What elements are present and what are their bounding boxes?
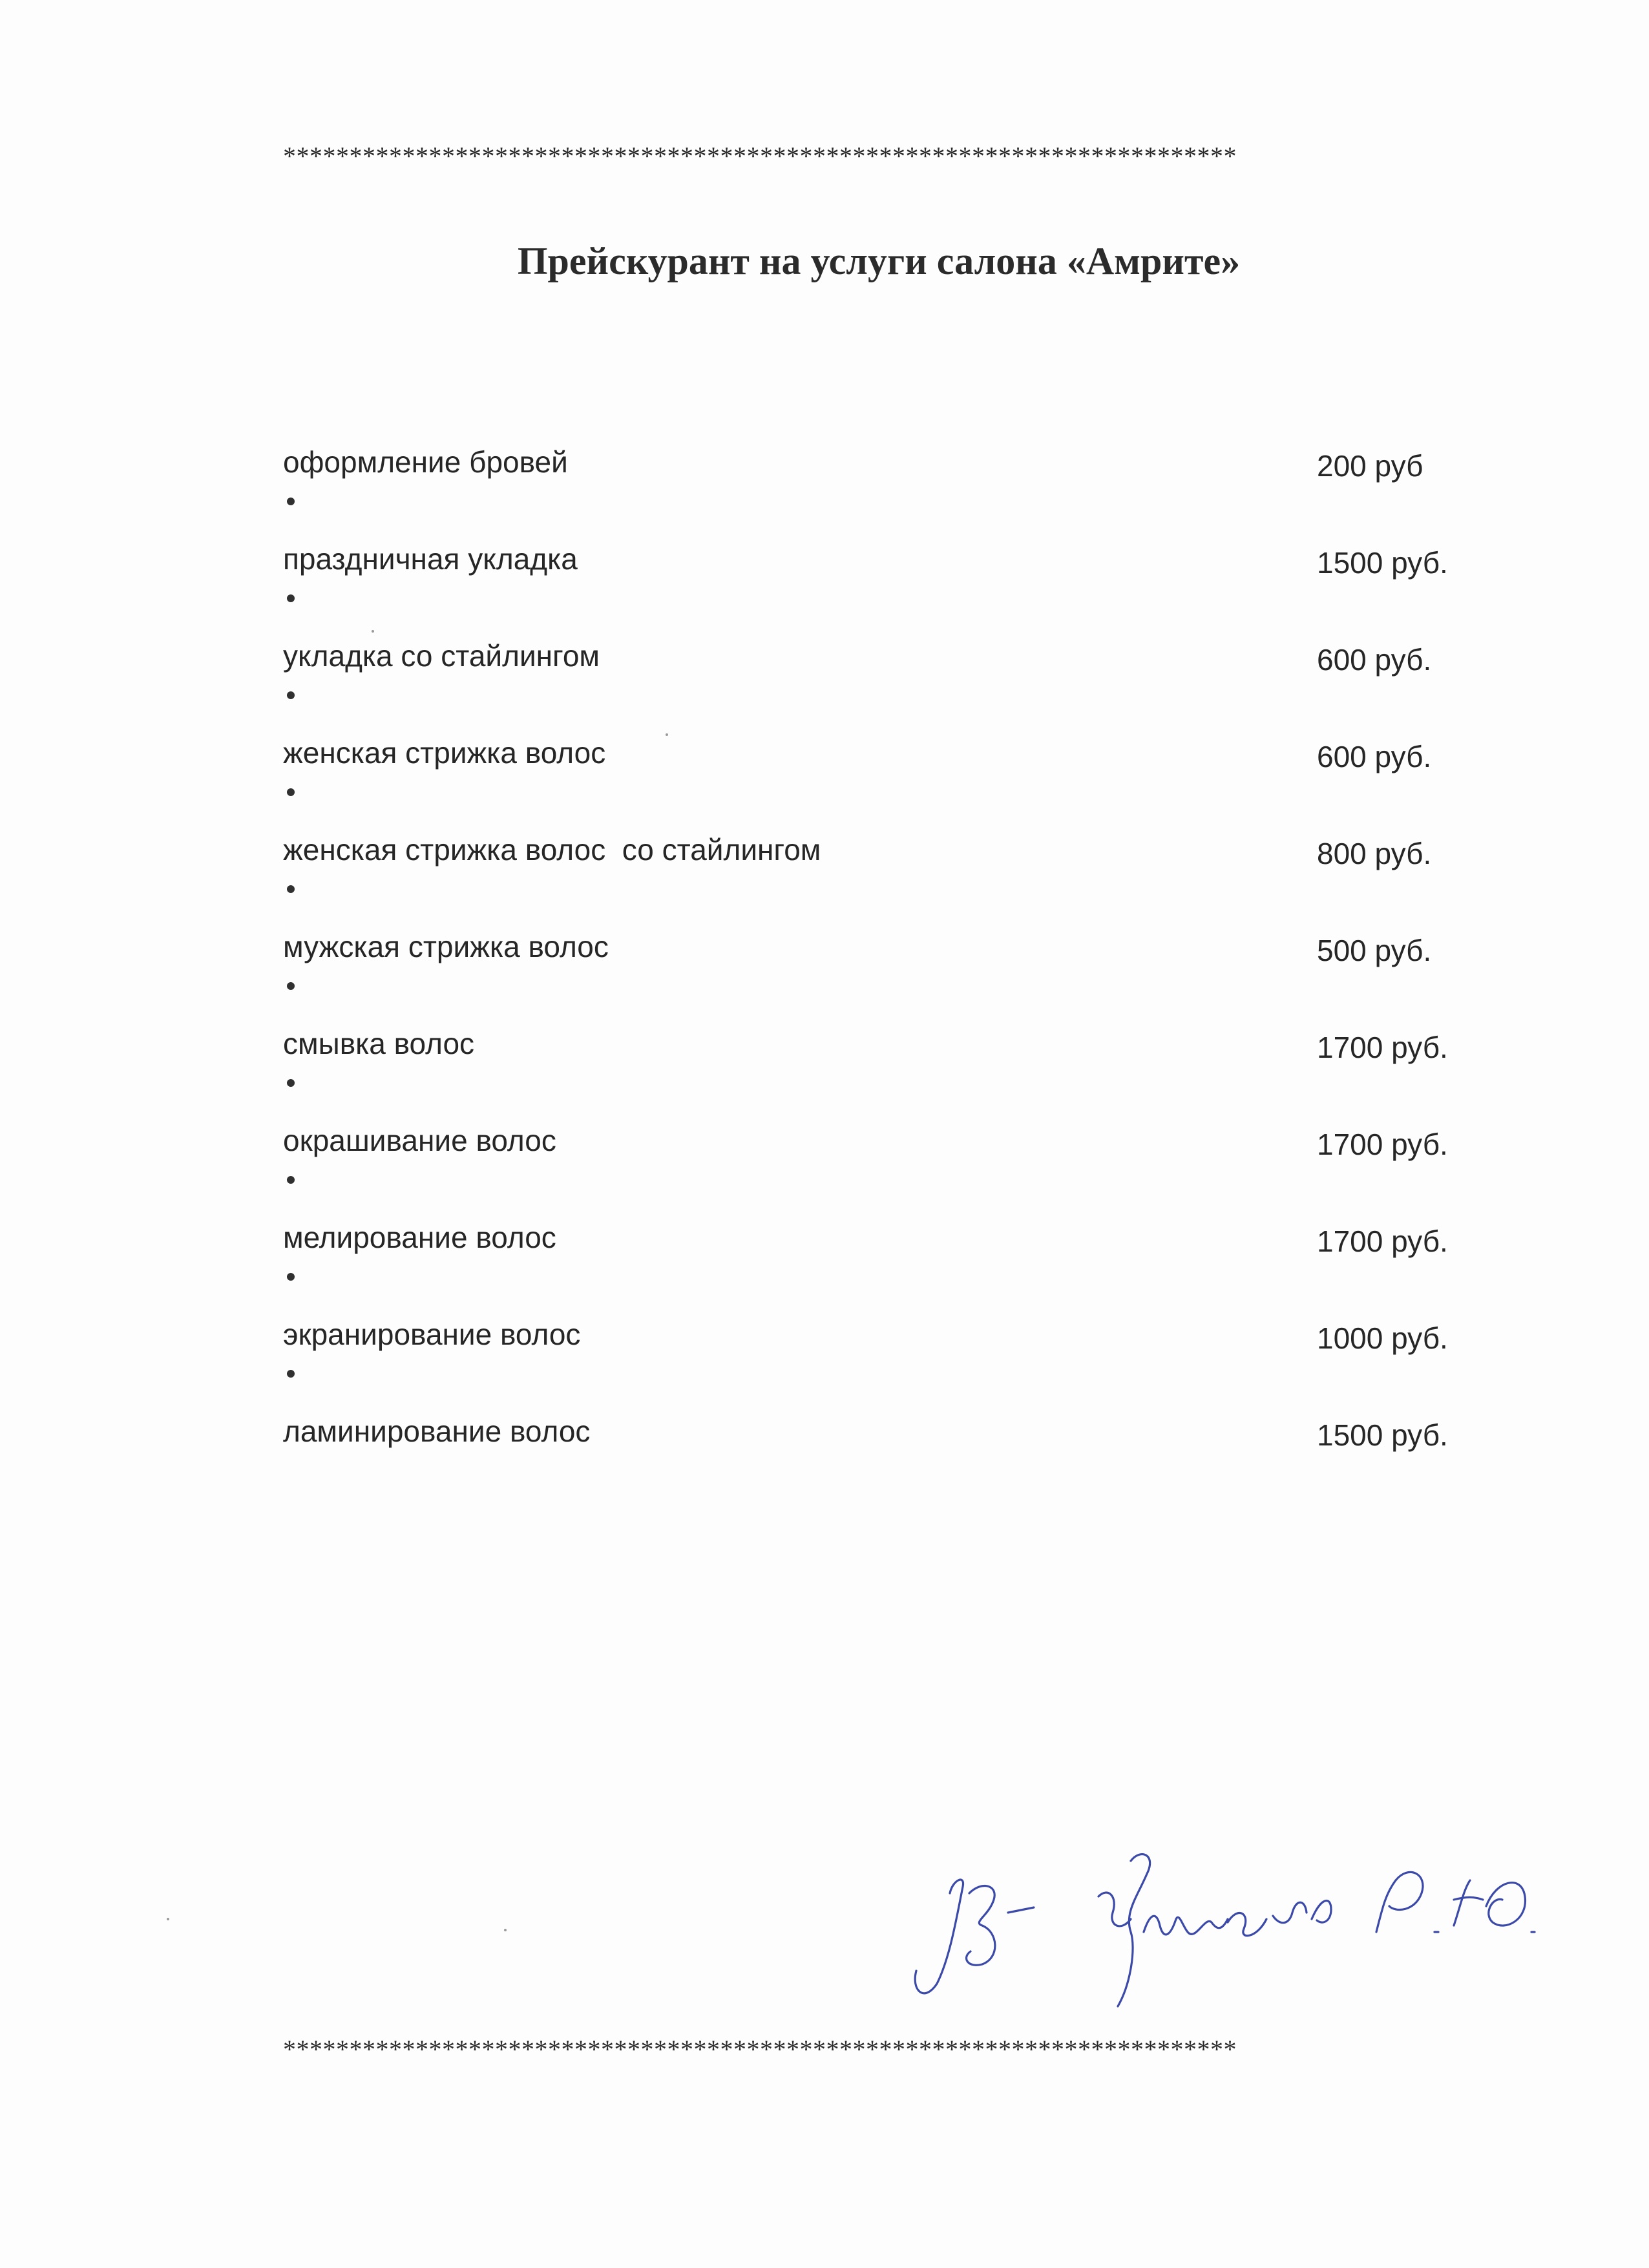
list-item [283, 1220, 1498, 1317]
service-price: 600 руб. [1317, 740, 1432, 773]
service-price: 800 руб. [1317, 837, 1432, 870]
bullet-icon [287, 982, 295, 990]
bullet-icon [287, 594, 295, 602]
document-title: Прейскурант на услуги салона «Амрите» [517, 240, 1241, 282]
service-price: 1700 руб. [1317, 1128, 1448, 1161]
bullet-icon [287, 788, 295, 796]
service-name: экранирование волос [283, 1318, 581, 1351]
list-item [283, 1123, 1498, 1220]
service-name: женская стрижка волос [283, 736, 606, 770]
service-name: мелирование волос [283, 1221, 556, 1254]
list-item [283, 929, 1498, 1026]
list-item [283, 445, 1498, 541]
service-name: мужская стрижка волос [283, 930, 609, 963]
bullet-icon [287, 1176, 295, 1184]
handwritten-signature [885, 1835, 1570, 2022]
list-item [283, 735, 1498, 832]
list-item [283, 832, 1498, 929]
service-name: ламинирование волос [283, 1414, 591, 1448]
service-name: укладка со стайлингом [283, 639, 600, 673]
service-price: 1000 руб. [1317, 1321, 1448, 1355]
list-item [283, 541, 1498, 638]
service-name: смывка волос [283, 1027, 475, 1060]
scan-speck [372, 630, 374, 633]
bottom-star-divider: ************************************************************************ [283, 2035, 1237, 2064]
bullet-icon [287, 885, 295, 893]
service-price: 500 руб. [1317, 934, 1432, 967]
service-name: окрашивание волос [283, 1124, 556, 1157]
service-price: 600 руб. [1317, 643, 1432, 677]
service-price: 1500 руб. [1317, 546, 1448, 580]
bullet-icon [287, 691, 295, 699]
service-price: 1700 руб. [1317, 1224, 1448, 1258]
list-item [283, 1414, 1498, 1511]
service-price: 1500 руб. [1317, 1418, 1448, 1452]
bullet-icon [287, 1370, 295, 1378]
service-name: женская стрижка волос со стайлингом [283, 833, 821, 866]
price-list [283, 445, 1498, 1511]
service-name: праздничная укладка [283, 542, 578, 576]
bullet-icon [287, 1273, 295, 1281]
service-price: 1700 руб. [1317, 1031, 1448, 1064]
list-item [283, 1317, 1498, 1414]
scan-speck [666, 733, 668, 736]
scan-speck [504, 1929, 507, 1931]
bullet-icon [287, 498, 295, 505]
top-star-divider: ************************************************************************ [283, 142, 1237, 171]
list-item [283, 1026, 1498, 1123]
list-item [283, 638, 1498, 735]
service-price: 200 руб [1317, 449, 1423, 483]
service-name: оформление бровей [283, 445, 568, 479]
scan-speck [167, 1918, 169, 1920]
bullet-icon [287, 1079, 295, 1087]
